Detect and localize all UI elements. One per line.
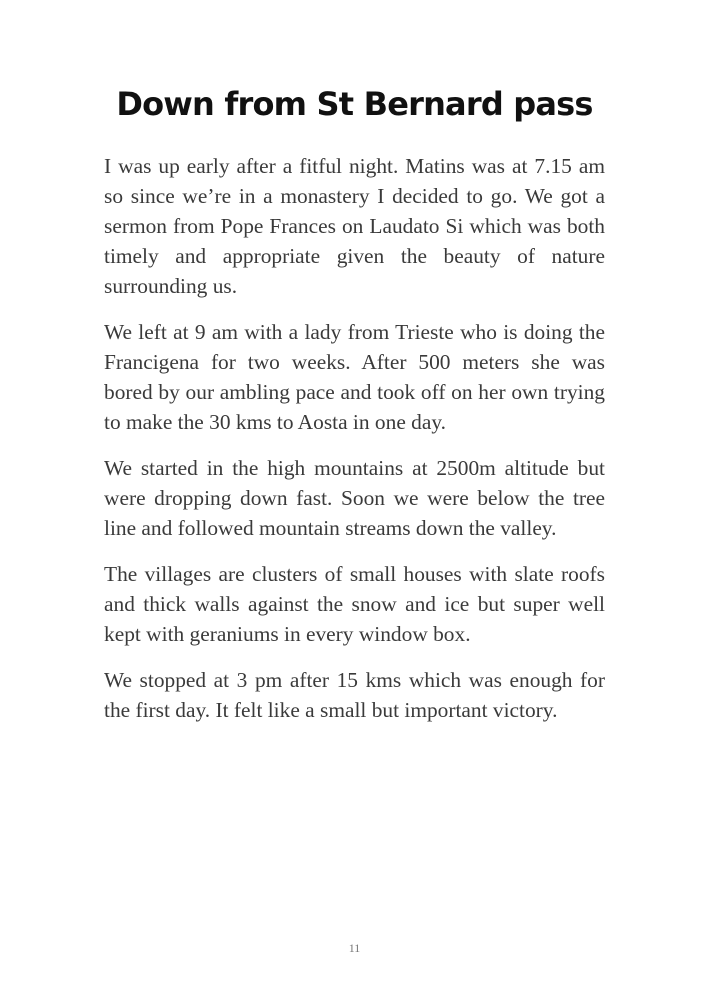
page-title: Down from St Bernard pass (116, 85, 593, 123)
paragraph-3: We started in the high mountains at 2500m altitude but were dropping down fast. Soon we were below the tree line and followed mountain streams down the valley. (104, 456, 605, 540)
paragraph-2: We left at 9 am with a lady from Trieste who is doing the Francigena for two weeks. After 500 meters she was bored by our ambling pace and took off on her own trying to make the 30 kms to Aosta in one day. (104, 320, 605, 434)
paragraph-1: I was up early after a fitful night. Matins was at 7.15 am so since we’re in a monastery I decided to go. We got a sermon from Pope Frances on Laudato Si which was both timely and appropriate given the beauty of nature surrounding us. (104, 154, 605, 298)
body-text (104, 151, 605, 741)
page-number: 11 (348, 941, 361, 955)
paragraph-4: The villages are clusters of small houses with slate roofs and thick walls against the snow and ice but super well kept with geraniums in every window box. (104, 562, 605, 646)
paragraph-5: We stopped at 3 pm after 15 kms which was enough for the first day. It felt like a small but important victory. (104, 668, 605, 722)
